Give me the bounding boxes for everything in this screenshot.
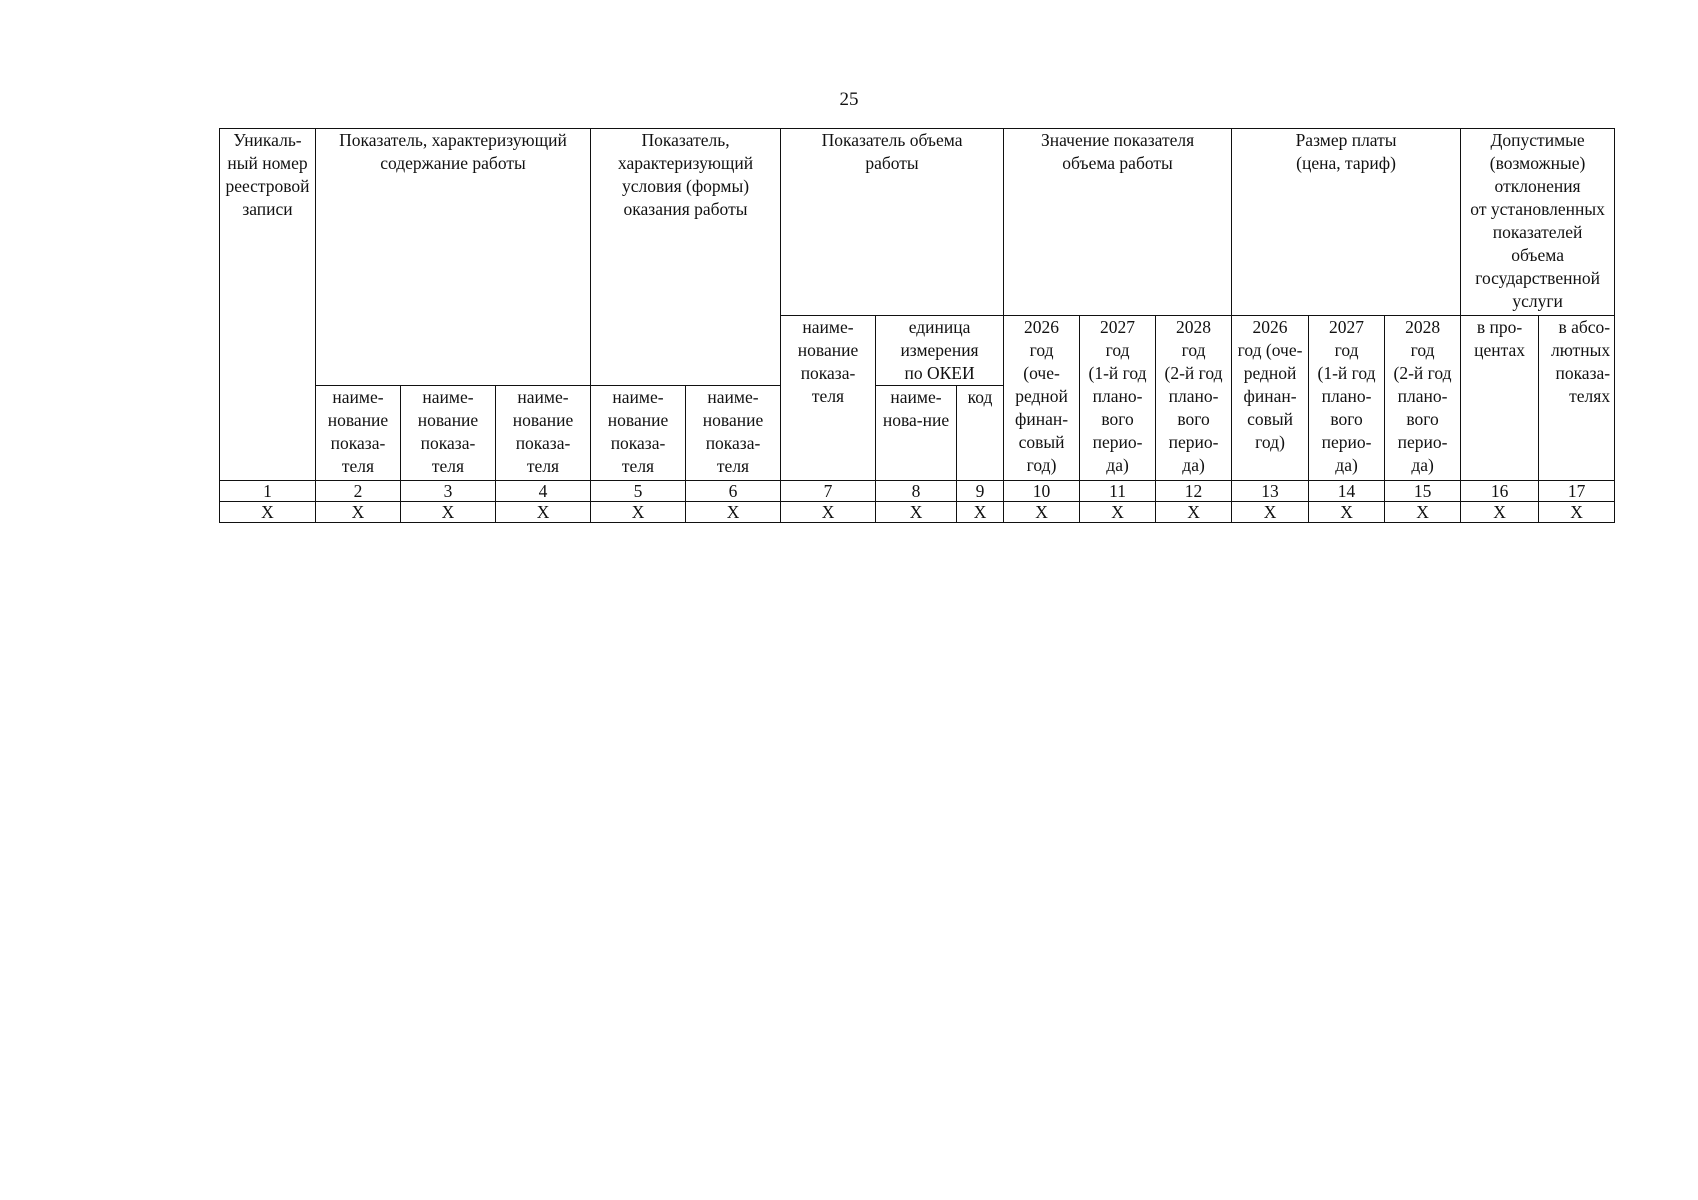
- header-conditions-name-2: наиме- нование показа- теля: [686, 386, 781, 481]
- header-unit: единица измерения по ОКЕИ: [876, 316, 1004, 386]
- header-unit-code: код: [957, 386, 1004, 481]
- header-fee-2026: 2026 год (оче- редной финан- совый год): [1232, 316, 1309, 481]
- table-cell: X: [1309, 502, 1385, 523]
- table-cell: X: [1385, 502, 1461, 523]
- column-number: 1: [220, 481, 316, 502]
- column-number: 15: [1385, 481, 1461, 502]
- column-number: 7: [781, 481, 876, 502]
- table-cell: X: [957, 502, 1004, 523]
- table-cell: X: [1461, 502, 1539, 523]
- header-unique-number: Уникаль- ный номер реестровой записи: [220, 129, 316, 481]
- column-number: 4: [496, 481, 591, 502]
- column-number: 8: [876, 481, 957, 502]
- table-row: [220, 502, 1615, 523]
- table-cell: X: [220, 502, 316, 523]
- header-volume-indicator-name: наиме- нование показа- теля: [781, 316, 876, 481]
- column-number: 2: [316, 481, 401, 502]
- table-cell: X: [1080, 502, 1156, 523]
- column-number: 13: [1232, 481, 1309, 502]
- column-number: 10: [1004, 481, 1080, 502]
- column-number-row: [220, 481, 1615, 502]
- header-row-1: [220, 129, 1615, 316]
- header-content-name-2: наиме- нование показа- теля: [401, 386, 496, 481]
- table-cell: X: [401, 502, 496, 523]
- table-cell: X: [1539, 502, 1615, 523]
- column-number: 3: [401, 481, 496, 502]
- column-number: 12: [1156, 481, 1232, 502]
- header-value-2027: 2027 год (1-й год плано- вого перио- да): [1080, 316, 1156, 481]
- header-unit-name: наиме- нова-ние: [876, 386, 957, 481]
- header-conditions-indicator: Показатель, характеризующий условия (формы) оказания работы: [591, 129, 781, 386]
- header-fee-2027: 2027 год (1-й год плано- вого перио- да): [1309, 316, 1385, 481]
- header-deviation-absolute: в абсо- лютных показа- телях: [1539, 316, 1615, 481]
- column-number: 14: [1309, 481, 1385, 502]
- header-volume-indicator: Показатель объема работы: [781, 129, 1004, 316]
- table-cell: X: [1232, 502, 1309, 523]
- column-number: 11: [1080, 481, 1156, 502]
- table-cell: X: [316, 502, 401, 523]
- column-number: 9: [957, 481, 1004, 502]
- table-cell: X: [876, 502, 957, 523]
- table-cell: X: [496, 502, 591, 523]
- table-cell: X: [1004, 502, 1080, 523]
- column-number: 16: [1461, 481, 1539, 502]
- work-volume-table: [219, 128, 1615, 523]
- column-number: 17: [1539, 481, 1615, 502]
- table-cell: X: [686, 502, 781, 523]
- header-content-indicator: Показатель, характеризующий содержание работы: [316, 129, 591, 386]
- header-fee: Размер платы (цена, тариф): [1232, 129, 1461, 316]
- column-number: 6: [686, 481, 781, 502]
- table-cell: X: [591, 502, 686, 523]
- header-content-name-3: наиме- нование показа- теля: [496, 386, 591, 481]
- column-number: 5: [591, 481, 686, 502]
- header-value-2026: 2026 год (оче- редной финан- совый год): [1004, 316, 1080, 481]
- page-number: 25: [839, 89, 859, 110]
- header-deviation-percent: в про- центах: [1461, 316, 1539, 481]
- header-value-2028: 2028 год (2-й год плано- вого перио- да): [1156, 316, 1232, 481]
- header-content-name-1: наиме- нование показа- теля: [316, 386, 401, 481]
- header-volume-value: Значение показателя объема работы: [1004, 129, 1232, 316]
- header-conditions-name-1: наиме- нование показа- теля: [591, 386, 686, 481]
- header-deviations: Допустимые (возможные) отклонения от установленных показателей объема государственной услуги: [1461, 129, 1615, 316]
- table-cell: X: [1156, 502, 1232, 523]
- header-fee-2028: 2028 год (2-й год плано- вого перио- да): [1385, 316, 1461, 481]
- table-cell: X: [781, 502, 876, 523]
